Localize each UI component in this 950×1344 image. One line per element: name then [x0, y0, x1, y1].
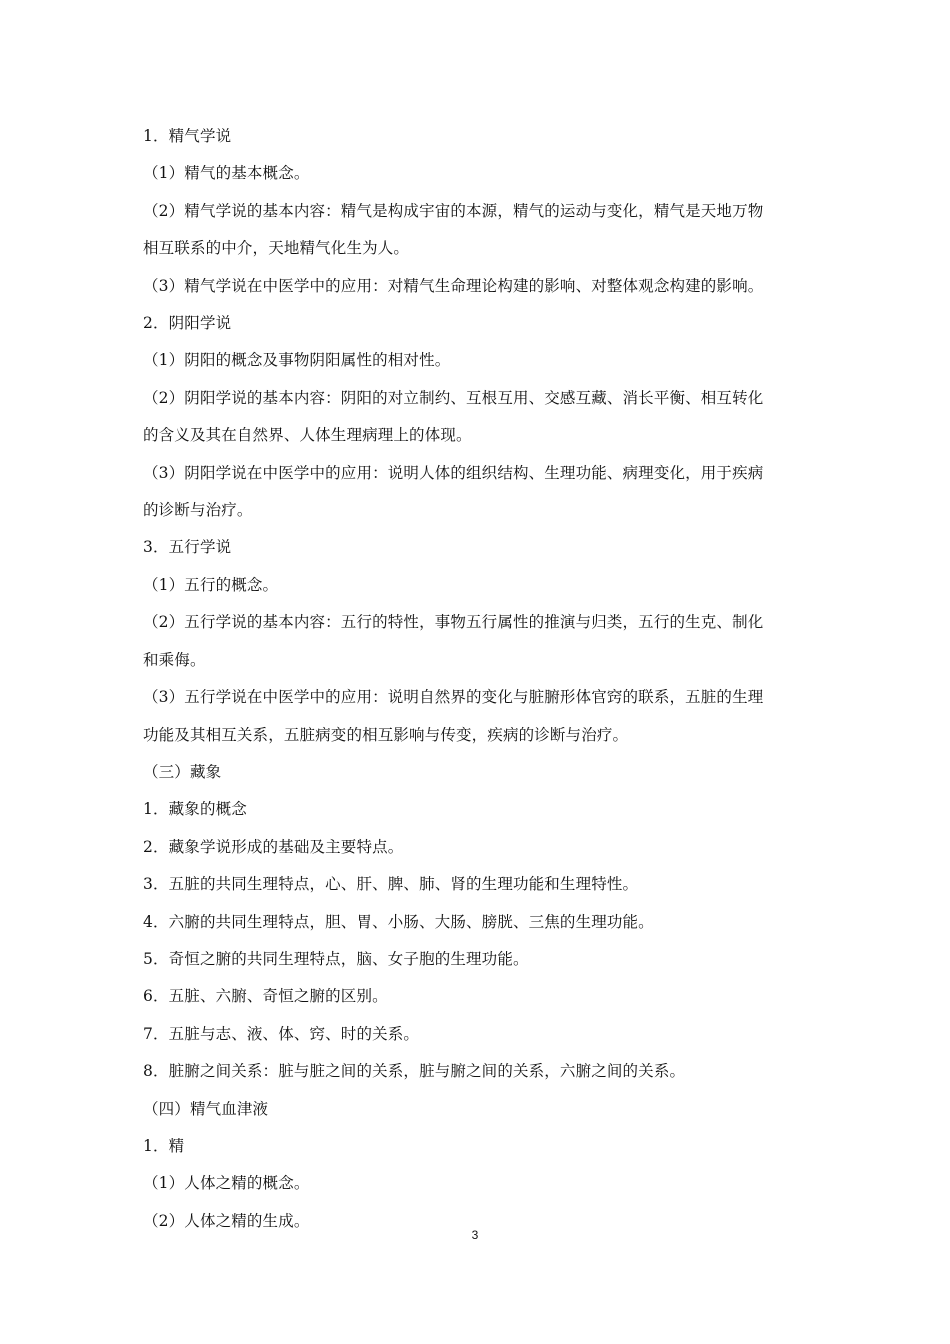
- text-line: 和乘侮。: [143, 650, 206, 669]
- text-line: （2）精气学说的基本内容：精气是构成宇宙的本源，精气的运动与变化，精气是天地万物: [143, 201, 764, 220]
- text-line: （3）阴阳学说在中医学中的应用：说明人体的组织结构、生理功能、病理变化，用于疾病: [143, 463, 764, 482]
- text-line: 功能及其相互关系，五脏病变的相互影响与传变，疾病的诊断与治疗。: [143, 725, 629, 744]
- text-line: 的含义及其在自然界、人体生理病理上的体现。: [143, 426, 472, 445]
- list-item: 2．藏象学说形成的基础及主要特点。: [143, 837, 404, 856]
- text-line: （1）精气的基本概念。: [143, 164, 310, 183]
- text-line: （1）五行的概念。: [143, 575, 279, 594]
- text-line: （2）人体之精的生成。: [143, 1211, 310, 1230]
- text-line: （3）精气学说在中医学中的应用：对精气生命理论构建的影响、对整体观念构建的影响。: [143, 276, 764, 295]
- list-item: 8．脏腑之间关系：脏与脏之间的关系，脏与腑之间的关系，六腑之间的关系。: [143, 1062, 686, 1081]
- list-item: 6．五脏、六腑、奇恒之腑的区别。: [143, 987, 388, 1006]
- text-line: （3）五行学说在中医学中的应用：说明自然界的变化与脏腑形体官窍的联系，五脏的生理: [143, 688, 764, 707]
- section-heading-jingqi-xue-jinye: （四）精气血津液: [143, 1099, 269, 1118]
- text-line: （1）人体之精的概念。: [143, 1174, 310, 1193]
- list-item: 4．六腑的共同生理特点，胆、胃、小肠、大肠、膀胱、三焦的生理功能。: [143, 912, 654, 931]
- heading-yinyang-theory: 2．阴阳学说: [143, 314, 232, 333]
- heading-jingqi-theory: 1．精气学说: [143, 127, 232, 145]
- list-item: 7．五脏与志、液、体、窍、时的关系。: [143, 1024, 420, 1043]
- text-line: （2）阴阳学说的基本内容：阴阳的对立制约、互根互用、交感互藏、消长平衡、相互转化: [143, 388, 764, 407]
- list-item: 1．藏象的概念: [143, 800, 247, 819]
- list-item: 3．五脏的共同生理特点，心、肝、脾、肺、肾的生理功能和生理特性。: [143, 875, 639, 894]
- heading-jing: 1．精: [143, 1136, 185, 1155]
- page-number: 3: [471, 1228, 479, 1242]
- text-line: 相互联系的中介，天地精气化生为人。: [143, 239, 410, 258]
- body-text: [143, 118, 808, 1240]
- list-item: 5．奇恒之腑的共同生理特点，脑、女子胞的生理功能。: [143, 949, 529, 968]
- section-heading-zangxiang: （三）藏象: [143, 762, 222, 781]
- heading-wuxing-theory: 3．五行学说: [143, 538, 232, 557]
- text-line: （2）五行学说的基本内容：五行的特性，事物五行属性的推演与归类，五行的生克、制化: [143, 613, 764, 632]
- text-line: 的诊断与治疗。: [143, 501, 253, 520]
- text-line: （1）阴阳的概念及事物阴阳属性的相对性。: [143, 351, 451, 370]
